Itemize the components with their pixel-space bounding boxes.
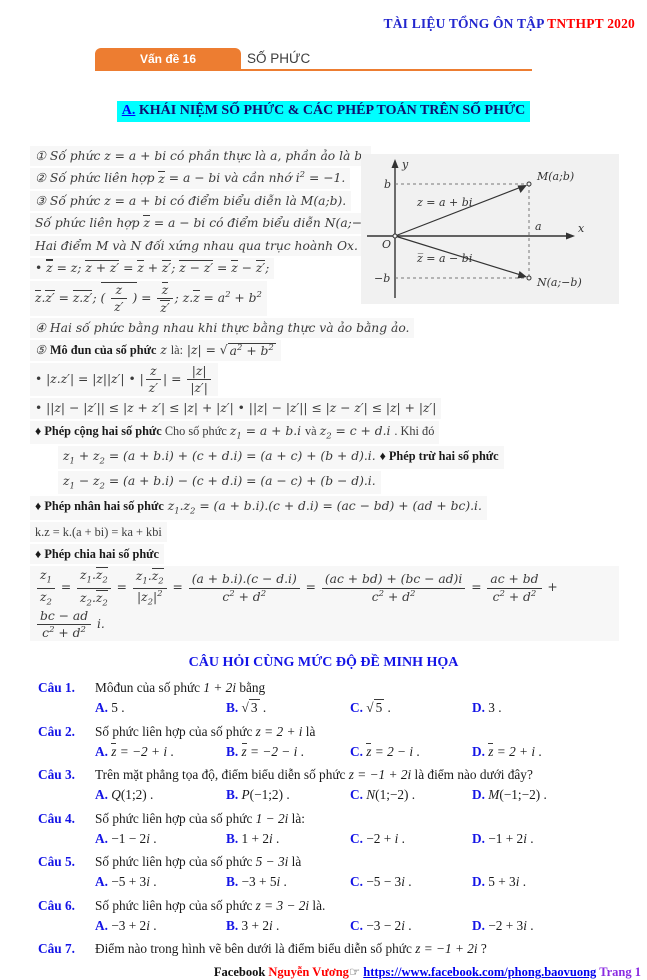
- question-text: Điểm nào trong hình vẽ bên dưới là điểm biểu diễn số phức z = −1 + 2i ?: [95, 941, 487, 957]
- question-label: Câu 5.: [38, 854, 75, 870]
- question-label: Câu 2.: [38, 723, 75, 739]
- option-d: D. 5 + 3i .: [472, 874, 527, 890]
- question-block: [38, 766, 639, 805]
- page-footer: [0, 964, 647, 980]
- theory-line: $\frac{z_1}{z_2}$ = $\frac{z_1.z_2}{z_2.z_2}$ = $\frac{z_1.z_2}{|z_2|^2}$ = $\frac{(a + b.i).(c - d.i)}{c^2 + d^2}$ = $\frac{(ac + bd) + (bc - ad)i}{c^2 + d^2}$ = $\frac{ac + bd}{c^2 + d^2}$ + $\frac{bc - ad}{c^2 + d^2}$ i.: [30, 566, 619, 641]
- option-d: D. −2 + 3i .: [472, 917, 534, 933]
- option-c: C. N(1;−2) .: [350, 787, 416, 803]
- question-block: [38, 810, 639, 849]
- theory-line: $z_1 + z_2 = (a + b.i) + (c + d.i) = (a + c) + (b + d).i$. ♦ Phép trừ hai số phức: [58, 446, 504, 469]
- x-axis-arrow: [566, 233, 575, 240]
- vector-om-arrow: [518, 185, 528, 193]
- theory-line: ♦ Phép nhân hai số phức $z_1.z_2 = (a + b.i).(c + d.i) = (ac - bd) + (ad + bc).i$.: [30, 496, 487, 519]
- theory-line: ② Số phức liên hợp z = a − bi và cần nhớ $i^2 = -1$.: [30, 168, 350, 189]
- vector-z-bar-label: z̅ = a − bi: [417, 252, 473, 265]
- point-m-label: M(a;b): [537, 170, 575, 183]
- questions-list: [38, 679, 639, 958]
- y-axis-label: y: [402, 158, 409, 171]
- complex-plane-diagram: [361, 154, 619, 304]
- topic-label: SỐ PHỨC: [247, 51, 311, 66]
- theory-line: • ||z| − |z′|| ≤ |z + z′| ≤ |z| + |z′| • ||z| − |z′|| ≤ |z − z′| ≤ |z| + |z′|: [30, 398, 441, 418]
- theory-line: ♦ Phép cộng hai số phức Cho số phức $z_1 = a + b.i$ và $z_2 = c + d.i$ . Khi đó: [30, 421, 439, 444]
- question-block: [38, 897, 639, 936]
- point-n: [527, 276, 531, 280]
- theory-line: ④ Hai số phức bằng nhau khi thực bằng thực và ảo bằng ảo.: [30, 318, 414, 338]
- author-name: Nguyễn Vương: [268, 965, 349, 980]
- topic-tab: Vấn đề 16: [95, 48, 241, 69]
- question-text: Môđun của số phức 1 + 2i bằng: [95, 680, 266, 696]
- x-axis-label: x: [578, 222, 585, 235]
- series-title: TÀI LIỆU TỔNG ÔN TẬP: [383, 16, 548, 31]
- question-options: [95, 743, 639, 762]
- option-d: D. −1 + 2i .: [472, 830, 534, 846]
- question-options: [95, 873, 639, 892]
- option-b: B. √ 3 .: [226, 700, 267, 716]
- page-number: Trang 1: [596, 965, 641, 980]
- option-b: B. 1 + 2i .: [226, 830, 280, 846]
- section-prefix: A.: [121, 103, 136, 118]
- question-text: Trên mặt phẳng tọa độ, điểm biểu diễn số phức z = −1 + 2i là điểm nào dưới đây?: [95, 767, 533, 783]
- question-text: Số phức liên hợp của số phức z = 3 − 2i là.: [95, 897, 326, 913]
- theory-line: • |z.z′| = |z||z′| • | $\frac{z}{z'}$ | = $\frac{|z|}{|z'|}$: [30, 363, 218, 396]
- theory-line: Hai điểm M và N đối xứng nhau qua trục hoành Ox.: [30, 236, 363, 256]
- theory-line: ♦ Phép chia hai số phức: [30, 544, 164, 564]
- option-a: A. −1 − 2i .: [95, 830, 157, 846]
- option-d: D. z = 2 + i .: [472, 743, 542, 759]
- origin-point: [393, 234, 397, 238]
- question-block: [38, 940, 639, 958]
- option-c: C. −5 − 3i .: [350, 874, 412, 890]
- document-page: [0, 16, 647, 980]
- question-options: [95, 917, 639, 936]
- pointing-hand-icon: ☞: [348, 965, 364, 980]
- option-b: B. −3 + 5i .: [226, 874, 287, 890]
- question-block: [38, 723, 639, 762]
- option-a: A. −5 + 3i .: [95, 874, 157, 890]
- option-a: A. z = −2 + i .: [95, 743, 174, 759]
- section-title-text: KHÁI NIỆM SỐ PHỨC & CÁC PHÉP TOÁN TRÊN SỐ PHỨC: [135, 103, 526, 118]
- section-heading: [0, 101, 647, 122]
- vector-z-label: z = a + bi: [417, 196, 473, 209]
- theory-line: $z_1 - z_2 = (a + b.i) - (c + d.i) = (a - c) + (b - d).i$.: [58, 471, 381, 494]
- topic-tab-row: [95, 47, 532, 71]
- facebook-link[interactable]: https://www.facebook.com/phong.baovuong: [363, 965, 597, 980]
- option-d: D. 3 .: [472, 700, 502, 716]
- option-c: C. −2 + i .: [350, 830, 405, 846]
- exam-badge: TNTHPT 2020: [547, 16, 635, 31]
- question-options: [95, 786, 639, 805]
- question-label: Câu 6.: [38, 897, 75, 913]
- vector-on-arrow: [518, 271, 528, 279]
- minus-b-tick-label: −b: [374, 272, 391, 285]
- question-text: Số phức liên hợp của số phức z = 2 + i là: [95, 723, 316, 739]
- theory-line: ③ Số phức z = a + bi có điểm biểu diễn là M(a;b).: [30, 191, 351, 211]
- option-a: A. −3 + 2i .: [95, 917, 157, 933]
- question-block: [38, 679, 639, 718]
- option-b: B. 3 + 2i .: [226, 917, 280, 933]
- option-c: C. z = 2 − i .: [350, 743, 420, 759]
- theory-panel: [30, 146, 619, 641]
- theory-line: k.z = k.(a + bi) = ka + kbi: [30, 522, 167, 542]
- option-a: A. Q(1;2) .: [95, 787, 154, 803]
- question-text: Số phức liên hợp của số phức 5 − 3i là: [95, 854, 302, 870]
- theory-line: z.z′ = z.z′; ( $\frac{z}{z'}$ ) = $\frac{z}{z'}$ ; $z.z = a^2 + b^2$: [30, 281, 267, 316]
- b-tick-label: b: [384, 178, 392, 191]
- questions-heading: CÂU HỎI CÙNG MỨC ĐỘ ĐỀ MINH HỌA: [188, 655, 459, 671]
- option-d: D. M(−1;−2) .: [472, 787, 547, 803]
- question-label: Câu 3.: [38, 767, 75, 783]
- theory-line: Số phức liên hợp z = a − bi có điểm biểu diễn N(a;−b).: [30, 213, 384, 233]
- option-a: A. 5 .: [95, 700, 125, 716]
- origin-label: O: [382, 238, 392, 251]
- y-axis-arrow: [392, 159, 399, 168]
- question-label: Câu 1.: [38, 680, 75, 696]
- doc-header: [0, 16, 647, 32]
- a-tick-label: a: [535, 220, 542, 233]
- facebook-label: Facebook: [213, 965, 269, 980]
- question-block: [38, 853, 639, 892]
- theory-line: ⑤ Mô đun của số phức z là: |z| = √ $a^2 + b^2$: [30, 340, 281, 361]
- vector-om: [395, 186, 523, 236]
- theory-line: ① Số phức z = a + bi có phần thực là a, phần ảo là b.: [30, 146, 371, 166]
- question-label: Câu 7.: [38, 941, 75, 957]
- question-options: [95, 830, 639, 849]
- option-c: C. √ 5 .: [350, 700, 391, 716]
- question-label: Câu 4.: [38, 810, 75, 826]
- point-n-label: N(a;−b): [537, 276, 582, 289]
- point-m: [527, 182, 531, 186]
- option-b: B. z = −2 − i .: [226, 743, 304, 759]
- theory-line: • z = z; z + z′ = z + z′; z − z′ = z − z′;: [30, 258, 274, 278]
- question-text: Số phức liên hợp của số phức 1 − 2i là:: [95, 810, 305, 826]
- option-c: C. −3 − 2i .: [350, 917, 412, 933]
- question-options: [95, 699, 639, 718]
- option-b: B. P(−1;2) .: [226, 787, 290, 803]
